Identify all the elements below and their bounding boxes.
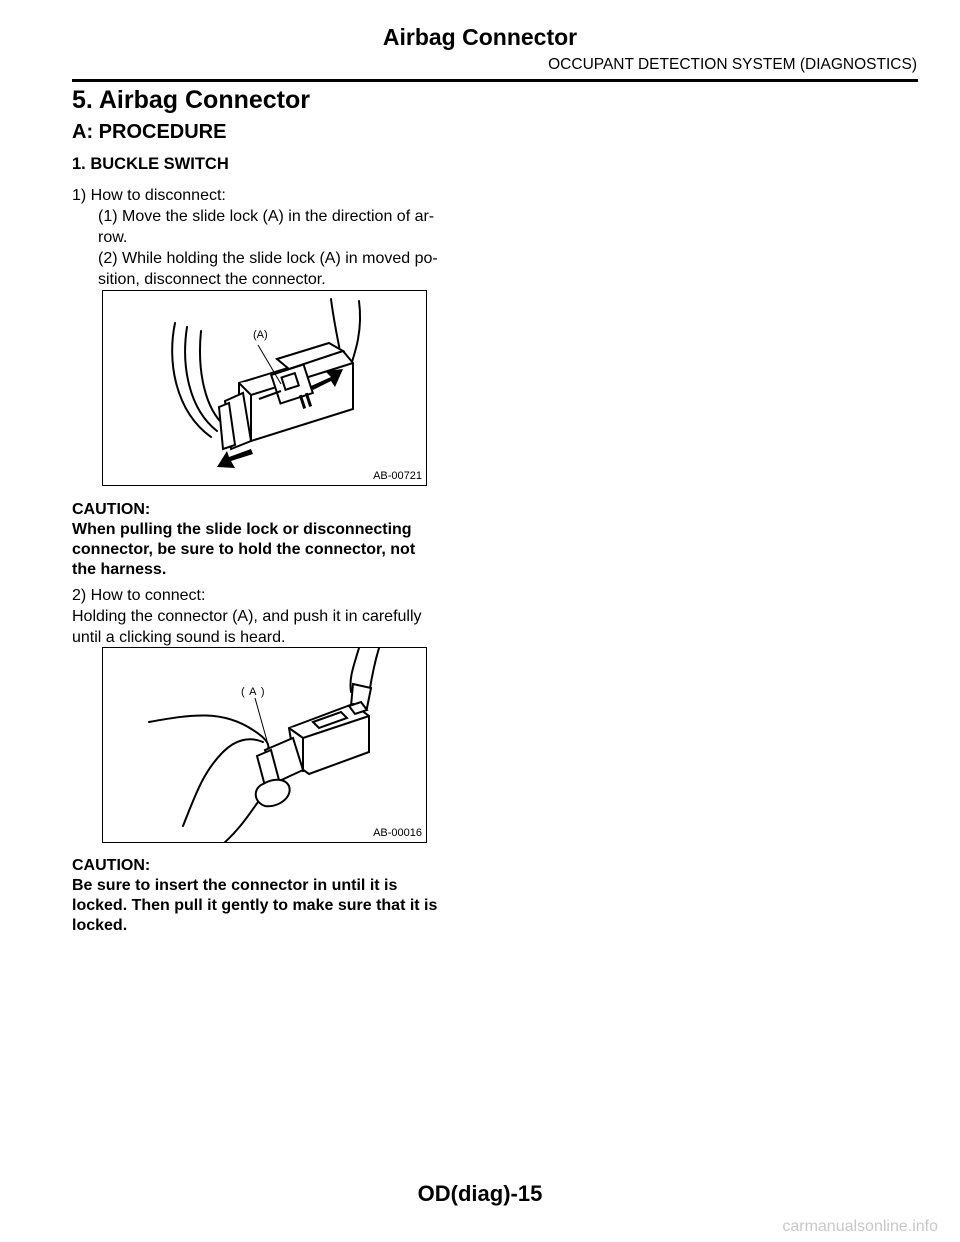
figure2-callout: ( A ) [241,686,266,698]
page-header-title: Airbag Connector [382,24,578,50]
figure-buckle-switch [102,290,427,486]
procedure-heading: A: PROCEDURE [72,121,227,143]
page-number: OD(diag)-15 [417,1181,543,1206]
caution1-label: CAUTION: [72,501,151,518]
disconnect-step2-line1: (2) While holding the slide lock (A) in moved po- [98,250,438,267]
figure1-callout: (A) [253,329,268,341]
caution2-label: CAUTION: [72,857,151,874]
connect-line1: Holding the connector (A), and push it in carefully [72,608,422,625]
figure2-code: AB-00016 [373,827,422,839]
caution2-line1: Be sure to insert the connector in until it is [72,877,398,894]
connect-line2: until a clicking sound is heard. [72,629,286,646]
caution2-line2: locked. Then pull it gently to make sure that it is [72,897,438,914]
connect-intro: 2) How to connect: [72,587,206,604]
caution1-line2: connector, be sure to hold the connector, not [72,541,416,558]
caution1-line3: the harness. [72,561,167,578]
disconnect-intro: 1) How to disconnect: [72,187,226,204]
section-heading: 5. Airbag Connector [72,86,310,114]
watermark: carmanualsonline.info [782,1218,938,1235]
disconnect-step1-line2: row. [98,229,128,246]
figure1-code: AB-00721 [373,470,422,482]
buckle-connector-illustration [103,291,427,486]
hand-connector-illustration [103,648,427,843]
header-rule [72,79,918,82]
caution1-line1: When pulling the slide lock or disconnecting [72,521,412,538]
disconnect-step1-line1: (1) Move the slide lock (A) in the direction of ar- [98,208,435,225]
disconnect-step2-line2: sition, disconnect the connector. [98,271,326,288]
item-heading: 1. BUCKLE SWITCH [72,155,229,173]
figure-airbag-connect [102,647,427,843]
caution2-line3: locked. [72,917,128,934]
page-header-subtitle: OCCUPANT DETECTION SYSTEM (DIAGNOSTICS) [548,56,917,73]
